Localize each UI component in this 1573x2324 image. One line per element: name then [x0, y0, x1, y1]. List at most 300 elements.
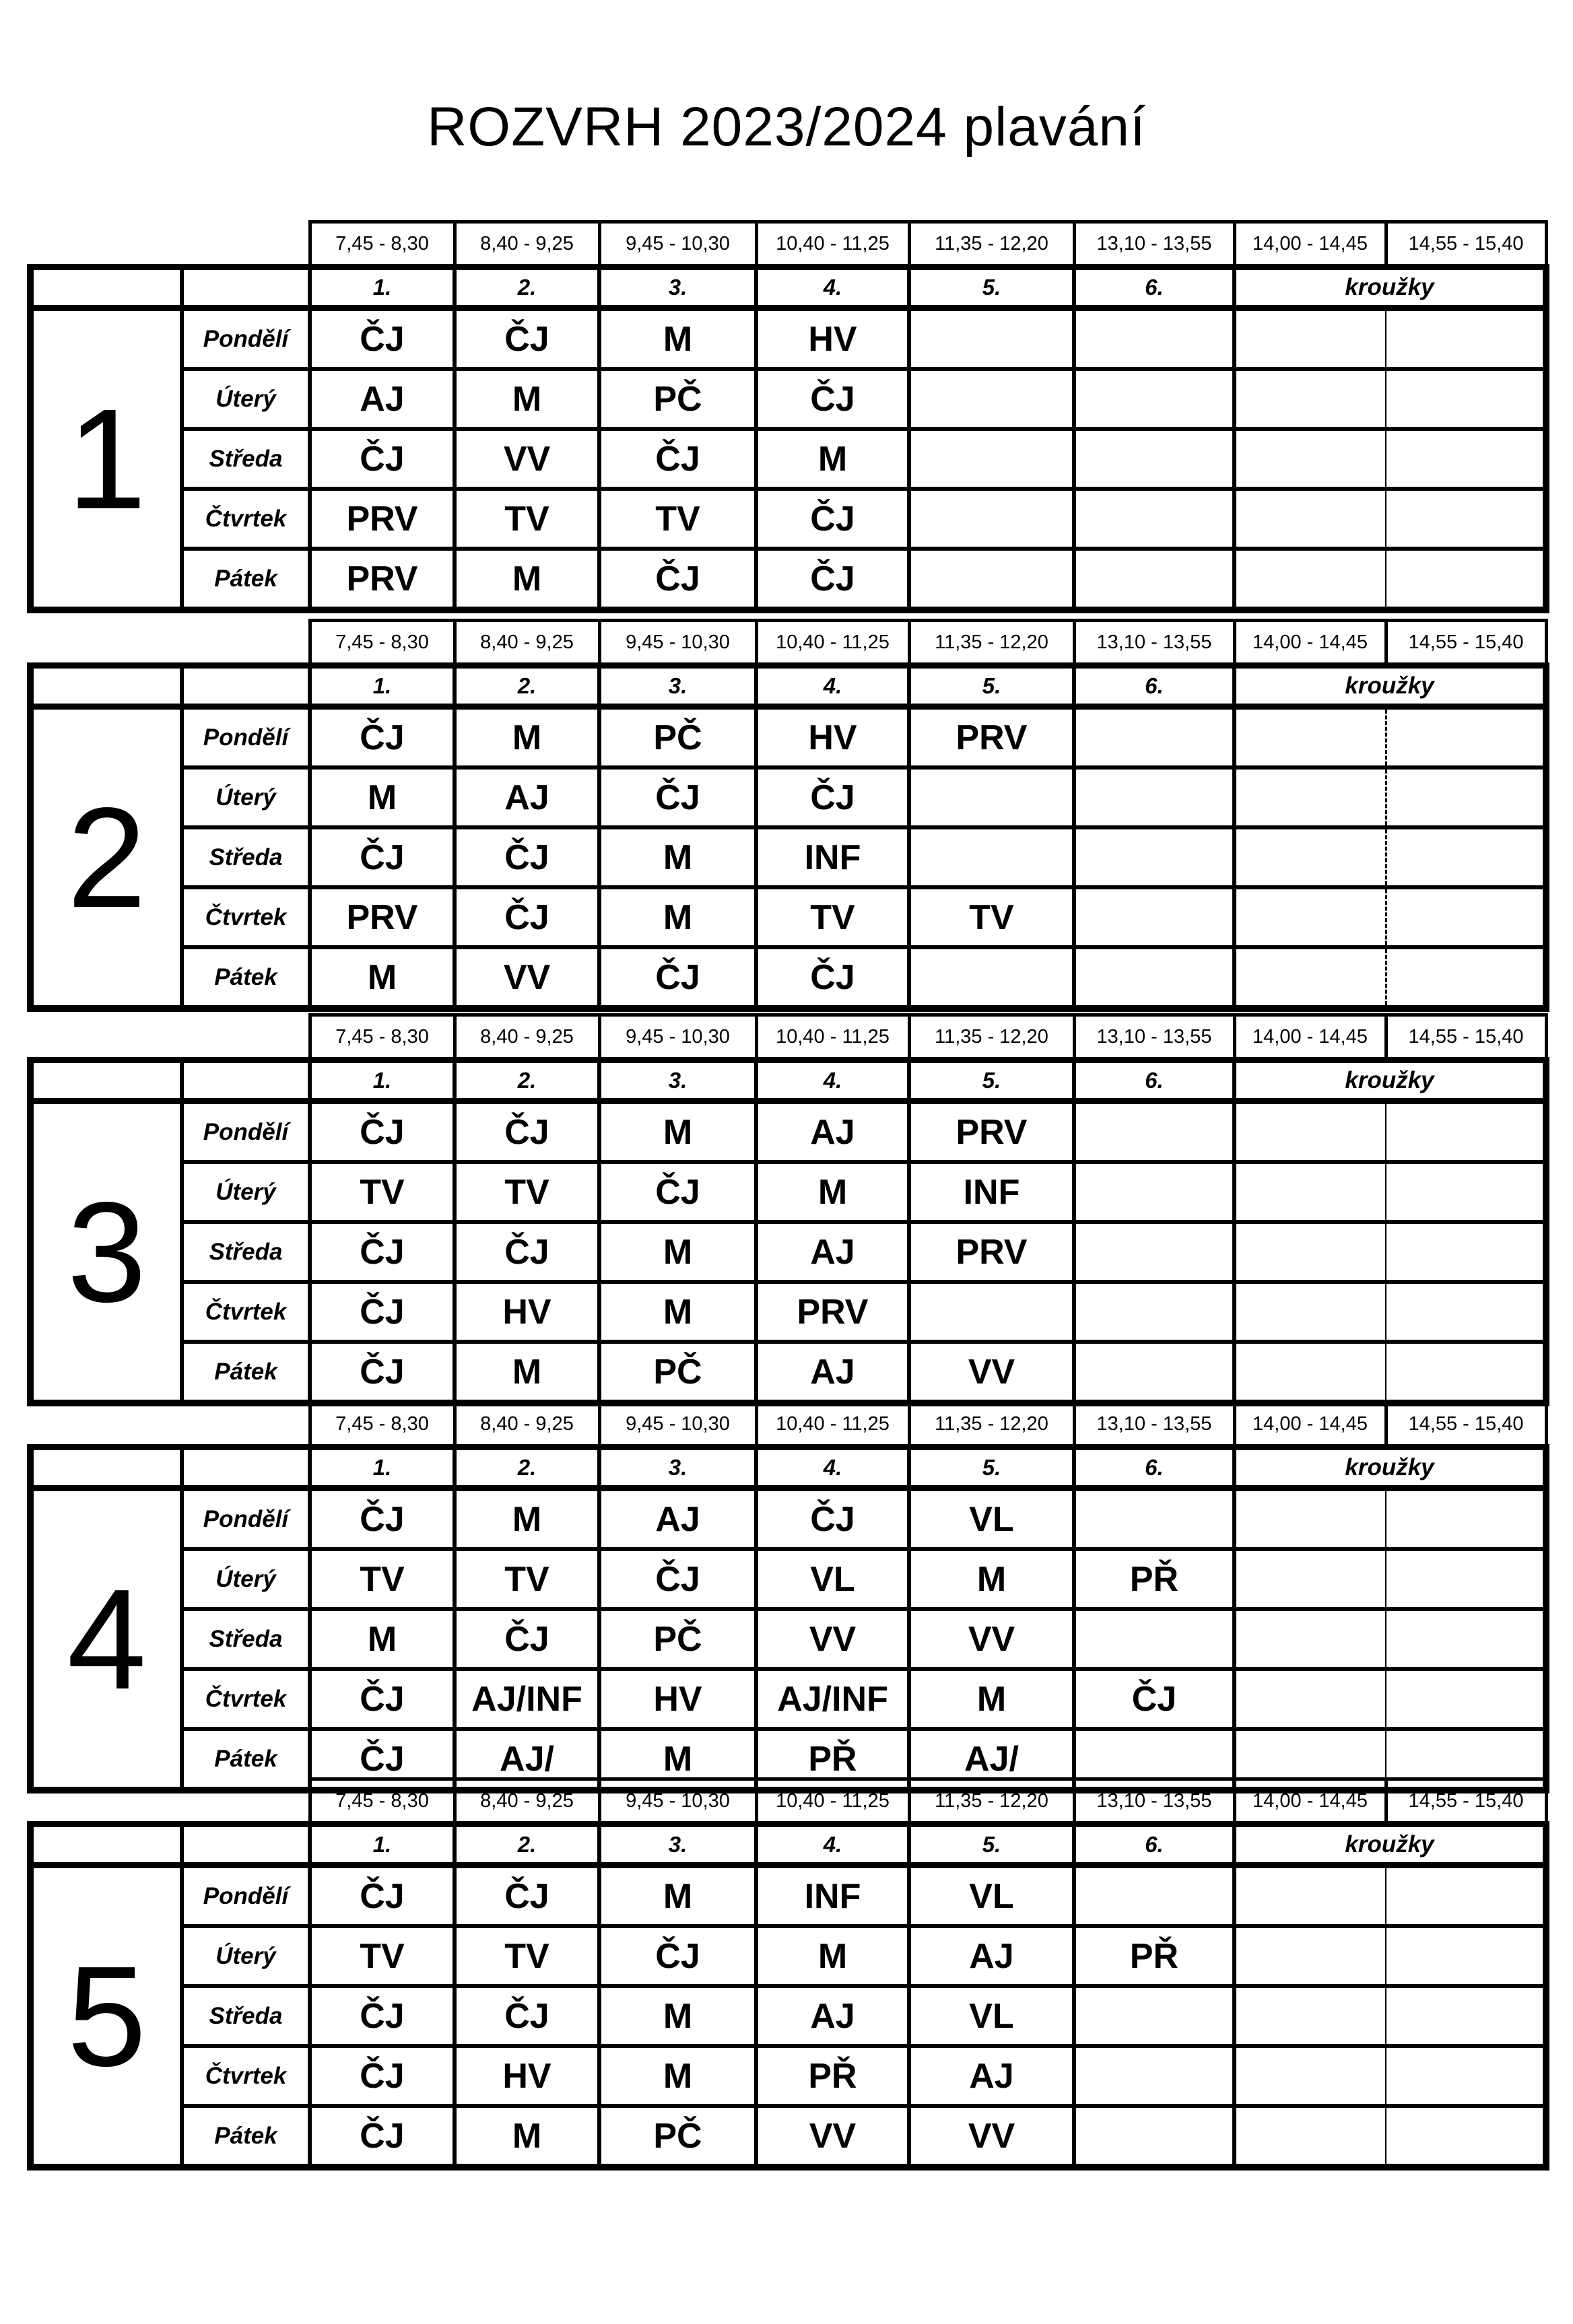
krouzky-header: kroužky — [1234, 1824, 1546, 1866]
krouzky-cell — [1386, 2046, 1546, 2106]
lesson-cell: ČJ — [310, 707, 455, 768]
lesson-cell: PČ — [599, 1342, 756, 1403]
lesson-cell — [1074, 1609, 1234, 1669]
lesson-cell — [1074, 549, 1234, 610]
lesson-cell: ČJ — [756, 549, 909, 610]
period-label: 1. — [310, 1447, 455, 1489]
time-slot-header: 14,55 - 15,40 — [1386, 621, 1546, 666]
lesson-cell: M — [599, 1222, 756, 1282]
lesson-cell: INF — [909, 1162, 1074, 1222]
lesson-cell: ČJ — [310, 1986, 455, 2046]
schedule-table-grade-2 — [27, 619, 1549, 1012]
lesson-cell: M — [599, 1101, 756, 1163]
krouzky-cell — [1234, 887, 1386, 947]
time-slot-header: 11,35 - 12,20 — [909, 1779, 1074, 1824]
time-slot-header: 14,55 - 15,40 — [1386, 1779, 1546, 1824]
time-slot-header: 14,55 - 15,40 — [1386, 1402, 1546, 1447]
lesson-cell: M — [455, 549, 599, 610]
lesson-cell: ČJ — [599, 1926, 756, 1986]
page-title: ROZVRH 2023/2024 plavání — [427, 96, 1146, 158]
day-label: Středa — [182, 1609, 310, 1669]
krouzky-cell — [1234, 1549, 1386, 1609]
lesson-cell: M — [599, 308, 756, 370]
lesson-cell: M — [599, 1986, 756, 2046]
krouzky-cell — [1234, 1669, 1386, 1729]
lesson-cell: ČJ — [756, 369, 909, 429]
time-slot-header: 8,40 - 9,25 — [455, 1779, 599, 1824]
lesson-cell: VL — [909, 1986, 1074, 2046]
lesson-cell: ČJ — [310, 308, 455, 370]
krouzky-cell — [1386, 1101, 1546, 1163]
day-label: Pátek — [182, 2106, 310, 2167]
lesson-cell: TV — [455, 1549, 599, 1609]
time-slot-header: 13,10 - 13,55 — [1074, 1402, 1234, 1447]
day-label: Pátek — [182, 1729, 310, 1790]
period-label: 4. — [756, 666, 909, 707]
time-slot-header: 14,55 - 15,40 — [1386, 1015, 1546, 1060]
day-label: Čtvrtek — [182, 489, 310, 549]
lesson-cell: INF — [756, 1866, 909, 1927]
lesson-cell — [909, 827, 1074, 887]
krouzky-cell — [1234, 2046, 1386, 2106]
day-label: Úterý — [182, 1549, 310, 1609]
time-slot-header: 11,35 - 12,20 — [909, 621, 1074, 666]
krouzky-cell — [1234, 369, 1386, 429]
lesson-cell: INF — [756, 827, 909, 887]
lesson-cell — [909, 429, 1074, 489]
lesson-cell: ČJ — [599, 429, 756, 489]
period-label: 6. — [1074, 666, 1234, 707]
lesson-cell: ČJ — [599, 1162, 756, 1222]
day-label: Středa — [182, 827, 310, 887]
krouzky-cell — [1234, 1101, 1386, 1163]
lesson-cell: HV — [599, 1669, 756, 1729]
krouzky-cell — [1386, 1986, 1546, 2046]
lesson-cell: PRV — [909, 1222, 1074, 1282]
period-label: 2. — [455, 1060, 599, 1101]
schedule-table-grade-5 — [27, 1777, 1549, 2171]
lesson-cell — [1074, 2046, 1234, 2106]
krouzky-cell — [1234, 429, 1386, 489]
lesson-cell: VV — [909, 1342, 1074, 1403]
period-row-grade-corner — [30, 1447, 182, 1489]
lesson-cell: M — [599, 827, 756, 887]
lesson-cell: ČJ — [756, 767, 909, 827]
period-row-grade-corner — [30, 666, 182, 707]
time-slot-header: 11,35 - 12,20 — [909, 222, 1074, 267]
time-slot-header: 14,00 - 14,45 — [1234, 1015, 1386, 1060]
day-label: Pondělí — [182, 707, 310, 768]
day-label: Čtvrtek — [182, 1669, 310, 1729]
day-label: Pondělí — [182, 308, 310, 370]
time-slot-header: 13,10 - 13,55 — [1074, 621, 1234, 666]
lesson-cell: HV — [455, 1282, 599, 1342]
lesson-cell: PŘ — [756, 2046, 909, 2106]
period-row-day-corner — [182, 267, 310, 308]
time-slot-header: 9,45 - 10,30 — [599, 1779, 756, 1824]
lesson-cell: ČJ — [1074, 1669, 1234, 1729]
lesson-cell: AJ — [756, 1986, 909, 2046]
period-row-day-corner — [182, 1447, 310, 1489]
lesson-cell: PŘ — [756, 1729, 909, 1790]
time-slot-header: 7,45 - 8,30 — [310, 222, 455, 267]
lesson-cell: ČJ — [756, 489, 909, 549]
lesson-cell: VV — [455, 429, 599, 489]
period-label: 4. — [756, 1060, 909, 1101]
lesson-cell: AJ/INF — [455, 1669, 599, 1729]
time-slot-header: 13,10 - 13,55 — [1074, 1015, 1234, 1060]
lesson-cell: ČJ — [310, 1101, 455, 1163]
time-slot-header: 8,40 - 9,25 — [455, 1015, 599, 1060]
lesson-cell: ČJ — [599, 549, 756, 610]
period-label: 4. — [756, 1447, 909, 1489]
time-slot-header: 10,40 - 11,25 — [756, 222, 909, 267]
lesson-cell: AJ — [756, 1342, 909, 1403]
krouzky-cell — [1386, 1162, 1546, 1222]
lesson-cell — [1074, 1282, 1234, 1342]
lesson-cell: AJ — [756, 1101, 909, 1163]
lesson-cell: VL — [909, 1866, 1074, 1927]
lesson-cell: TV — [310, 1926, 455, 1986]
period-label: 5. — [909, 1824, 1074, 1866]
lesson-cell — [1074, 887, 1234, 947]
lesson-cell — [1074, 827, 1234, 887]
lesson-cell: ČJ — [455, 308, 599, 370]
krouzky-cell — [1386, 308, 1546, 370]
schedule-table-grade-3 — [27, 1013, 1549, 1406]
lesson-cell: ČJ — [455, 1222, 599, 1282]
lesson-cell: PČ — [599, 2106, 756, 2167]
day-label: Středa — [182, 1222, 310, 1282]
krouzky-cell — [1234, 1489, 1386, 1550]
time-slot-header: 14,00 - 14,45 — [1234, 222, 1386, 267]
lesson-cell: AJ — [310, 369, 455, 429]
lesson-cell: ČJ — [455, 1986, 599, 2046]
krouzky-header: kroužky — [1234, 267, 1546, 308]
lesson-cell: AJ — [599, 1489, 756, 1550]
period-label: 1. — [310, 267, 455, 308]
lesson-cell — [1074, 1489, 1234, 1550]
time-slot-header: 11,35 - 12,20 — [909, 1015, 1074, 1060]
lesson-cell: TV — [756, 887, 909, 947]
period-label: 4. — [756, 267, 909, 308]
grade-number: 2 — [30, 707, 182, 1009]
day-label: Středa — [182, 429, 310, 489]
time-row-spacer — [30, 1779, 310, 1824]
lesson-cell: TV — [909, 887, 1074, 947]
time-slot-header: 14,00 - 14,45 — [1234, 621, 1386, 666]
lesson-cell: M — [599, 1866, 756, 1927]
lesson-cell: PČ — [599, 369, 756, 429]
krouzky-cell — [1386, 1609, 1546, 1669]
time-row-spacer — [30, 1015, 310, 1060]
lesson-cell: PŘ — [1074, 1549, 1234, 1609]
lesson-cell: AJ/ — [455, 1729, 599, 1790]
lesson-cell — [1074, 1986, 1234, 2046]
lesson-cell: VV — [455, 947, 599, 1009]
lesson-cell — [909, 489, 1074, 549]
lesson-cell: ČJ — [310, 2106, 455, 2167]
lesson-cell: M — [455, 707, 599, 768]
krouzky-cell — [1386, 1549, 1546, 1609]
grade-number: 3 — [30, 1101, 182, 1404]
lesson-cell: M — [310, 1609, 455, 1669]
lesson-cell: ČJ — [310, 1489, 455, 1550]
krouzky-cell — [1386, 1866, 1546, 1927]
lesson-cell: VL — [909, 1489, 1074, 1550]
lesson-cell: ČJ — [310, 827, 455, 887]
time-slot-header: 9,45 - 10,30 — [599, 1402, 756, 1447]
lesson-cell: VL — [756, 1549, 909, 1609]
period-row-grade-corner — [30, 1060, 182, 1101]
lesson-cell: ČJ — [310, 1342, 455, 1403]
period-label: 6. — [1074, 267, 1234, 308]
lesson-cell: PRV — [909, 707, 1074, 768]
lesson-cell: TV — [310, 1549, 455, 1609]
day-label: Pátek — [182, 549, 310, 610]
krouzky-cell — [1234, 1342, 1386, 1403]
lesson-cell: HV — [756, 707, 909, 768]
period-label: 3. — [599, 1824, 756, 1866]
krouzky-cell — [1234, 489, 1386, 549]
lesson-cell: VV — [756, 2106, 909, 2167]
lesson-cell — [909, 1282, 1074, 1342]
day-label: Pondělí — [182, 1866, 310, 1927]
lesson-cell — [1074, 1162, 1234, 1222]
time-row-spacer — [30, 1402, 310, 1447]
krouzky-cell — [1386, 1342, 1546, 1403]
time-slot-header: 13,10 - 13,55 — [1074, 222, 1234, 267]
schedule-table-grade-4 — [27, 1400, 1549, 1793]
period-label: 5. — [909, 1060, 1074, 1101]
time-slot-header: 8,40 - 9,25 — [455, 222, 599, 267]
lesson-cell: TV — [455, 1162, 599, 1222]
lesson-cell: ČJ — [756, 1489, 909, 1550]
krouzky-cell — [1234, 767, 1386, 827]
lesson-cell — [1074, 1866, 1234, 1927]
lesson-cell — [1074, 2106, 1234, 2167]
krouzky-cell — [1234, 308, 1386, 370]
day-label: Čtvrtek — [182, 1282, 310, 1342]
time-slot-header: 8,40 - 9,25 — [455, 621, 599, 666]
lesson-cell: ČJ — [756, 947, 909, 1009]
period-label: 4. — [756, 1824, 909, 1866]
period-label: 1. — [310, 1824, 455, 1866]
krouzky-cell — [1386, 827, 1546, 887]
lesson-cell: ČJ — [455, 887, 599, 947]
lesson-cell: M — [310, 767, 455, 827]
lesson-cell — [909, 947, 1074, 1009]
lesson-cell: ČJ — [310, 1282, 455, 1342]
lesson-cell — [1074, 1222, 1234, 1282]
lesson-cell — [1074, 489, 1234, 549]
lesson-cell: M — [599, 1282, 756, 1342]
lesson-cell: TV — [599, 489, 756, 549]
krouzky-cell — [1386, 767, 1546, 827]
krouzky-cell — [1386, 1669, 1546, 1729]
grade-number: 1 — [30, 308, 182, 611]
krouzky-cell — [1386, 887, 1546, 947]
day-label: Pondělí — [182, 1101, 310, 1163]
time-slot-header: 10,40 - 11,25 — [756, 1779, 909, 1824]
krouzky-cell — [1234, 1986, 1386, 2046]
lesson-cell — [1074, 947, 1234, 1009]
period-row-grade-corner — [30, 267, 182, 308]
lesson-cell: M — [909, 1549, 1074, 1609]
period-label: 3. — [599, 1447, 756, 1489]
krouzky-cell — [1234, 1222, 1386, 1282]
krouzky-cell — [1386, 1282, 1546, 1342]
lesson-cell: M — [756, 1162, 909, 1222]
krouzky-cell — [1386, 1926, 1546, 1986]
day-label: Úterý — [182, 767, 310, 827]
lesson-cell: M — [599, 2046, 756, 2106]
lesson-cell: VV — [909, 1609, 1074, 1669]
time-slot-header: 14,55 - 15,40 — [1386, 222, 1546, 267]
krouzky-cell — [1234, 1926, 1386, 1986]
period-label: 5. — [909, 1447, 1074, 1489]
lesson-cell: M — [599, 1729, 756, 1790]
lesson-cell: PRV — [909, 1101, 1074, 1163]
lesson-cell: AJ — [455, 767, 599, 827]
lesson-cell: AJ/INF — [756, 1669, 909, 1729]
lesson-cell: ČJ — [455, 1866, 599, 1927]
period-row-day-corner — [182, 1824, 310, 1866]
lesson-cell: ČJ — [599, 767, 756, 827]
lesson-cell: M — [310, 947, 455, 1009]
time-slot-header: 7,45 - 8,30 — [310, 621, 455, 666]
period-label: 5. — [909, 267, 1074, 308]
lesson-cell: ČJ — [455, 1609, 599, 1669]
krouzky-cell — [1234, 1282, 1386, 1342]
lesson-cell — [909, 369, 1074, 429]
krouzky-cell — [1386, 489, 1546, 549]
grade-number: 5 — [30, 1866, 182, 2168]
lesson-cell: ČJ — [310, 2046, 455, 2106]
krouzky-cell — [1386, 707, 1546, 768]
lesson-cell: HV — [455, 2046, 599, 2106]
krouzky-cell — [1386, 1489, 1546, 1550]
krouzky-cell — [1234, 947, 1386, 1009]
period-label: 2. — [455, 267, 599, 308]
krouzky-header: kroužky — [1234, 1060, 1546, 1101]
lesson-cell: PRV — [310, 887, 455, 947]
lesson-cell: M — [455, 1489, 599, 1550]
lesson-cell: PČ — [599, 1609, 756, 1669]
lesson-cell: M — [756, 1926, 909, 1986]
time-slot-header: 9,45 - 10,30 — [599, 1015, 756, 1060]
krouzky-cell — [1234, 549, 1386, 610]
lesson-cell: AJ/ — [909, 1729, 1074, 1790]
lesson-cell: M — [455, 1342, 599, 1403]
lesson-cell: ČJ — [310, 1222, 455, 1282]
lesson-cell: PRV — [310, 549, 455, 610]
lesson-cell — [1074, 707, 1234, 768]
krouzky-cell — [1234, 1866, 1386, 1927]
lesson-cell: ČJ — [310, 1669, 455, 1729]
lesson-cell: M — [909, 1669, 1074, 1729]
grade-number: 4 — [30, 1489, 182, 1791]
krouzky-cell — [1234, 1609, 1386, 1669]
day-label: Úterý — [182, 1926, 310, 1986]
lesson-cell — [1074, 369, 1234, 429]
time-slot-header: 9,45 - 10,30 — [599, 621, 756, 666]
krouzky-cell — [1386, 429, 1546, 489]
time-slot-header: 7,45 - 8,30 — [310, 1402, 455, 1447]
lesson-cell — [909, 767, 1074, 827]
lesson-cell: PČ — [599, 707, 756, 768]
day-label: Úterý — [182, 369, 310, 429]
period-row-grade-corner — [30, 1824, 182, 1866]
krouzky-cell — [1386, 2106, 1546, 2167]
period-label: 1. — [310, 1060, 455, 1101]
time-slot-header: 13,10 - 13,55 — [1074, 1779, 1234, 1824]
lesson-cell: ČJ — [455, 1101, 599, 1163]
lesson-cell — [1074, 767, 1234, 827]
time-slot-header: 11,35 - 12,20 — [909, 1402, 1074, 1447]
lesson-cell: VV — [909, 2106, 1074, 2167]
lesson-cell — [909, 308, 1074, 370]
lesson-cell: M — [455, 369, 599, 429]
lesson-cell: M — [599, 887, 756, 947]
period-label: 6. — [1074, 1447, 1234, 1489]
day-label: Pátek — [182, 947, 310, 1009]
lesson-cell: PRV — [310, 489, 455, 549]
time-slot-header: 7,45 - 8,30 — [310, 1015, 455, 1060]
time-row-spacer — [30, 621, 310, 666]
period-label: 6. — [1074, 1824, 1234, 1866]
time-slot-header: 7,45 - 8,30 — [310, 1779, 455, 1824]
period-row-day-corner — [182, 666, 310, 707]
lesson-cell: TV — [310, 1162, 455, 1222]
krouzky-header: kroužky — [1234, 666, 1546, 707]
krouzky-cell — [1386, 549, 1546, 610]
time-slot-header: 14,00 - 14,45 — [1234, 1402, 1386, 1447]
lesson-cell: ČJ — [310, 1729, 455, 1790]
lesson-cell: AJ — [909, 2046, 1074, 2106]
period-label: 6. — [1074, 1060, 1234, 1101]
time-slot-header: 8,40 - 9,25 — [455, 1402, 599, 1447]
lesson-cell: AJ — [909, 1926, 1074, 1986]
period-label: 2. — [455, 1447, 599, 1489]
lesson-cell: ČJ — [310, 1866, 455, 1927]
time-slot-header: 10,40 - 11,25 — [756, 621, 909, 666]
lesson-cell: M — [455, 2106, 599, 2167]
period-label: 3. — [599, 1060, 756, 1101]
krouzky-cell — [1234, 2106, 1386, 2167]
lesson-cell: PRV — [756, 1282, 909, 1342]
lesson-cell: TV — [455, 1926, 599, 1986]
lesson-cell: PŘ — [1074, 1926, 1234, 1986]
schedule-table-grade-1 — [27, 220, 1549, 613]
lesson-cell — [1074, 308, 1234, 370]
period-row-day-corner — [182, 1060, 310, 1101]
lesson-cell — [909, 549, 1074, 610]
lesson-cell: ČJ — [455, 827, 599, 887]
period-label: 3. — [599, 666, 756, 707]
period-label: 2. — [455, 666, 599, 707]
lesson-cell — [1074, 1342, 1234, 1403]
day-label: Středa — [182, 1986, 310, 2046]
lesson-cell: ČJ — [599, 1549, 756, 1609]
day-label: Čtvrtek — [182, 2046, 310, 2106]
krouzky-header: kroužky — [1234, 1447, 1546, 1489]
lesson-cell: AJ — [756, 1222, 909, 1282]
lesson-cell — [1074, 1101, 1234, 1163]
period-label: 3. — [599, 267, 756, 308]
time-row-spacer — [30, 222, 310, 267]
lesson-cell: ČJ — [310, 429, 455, 489]
